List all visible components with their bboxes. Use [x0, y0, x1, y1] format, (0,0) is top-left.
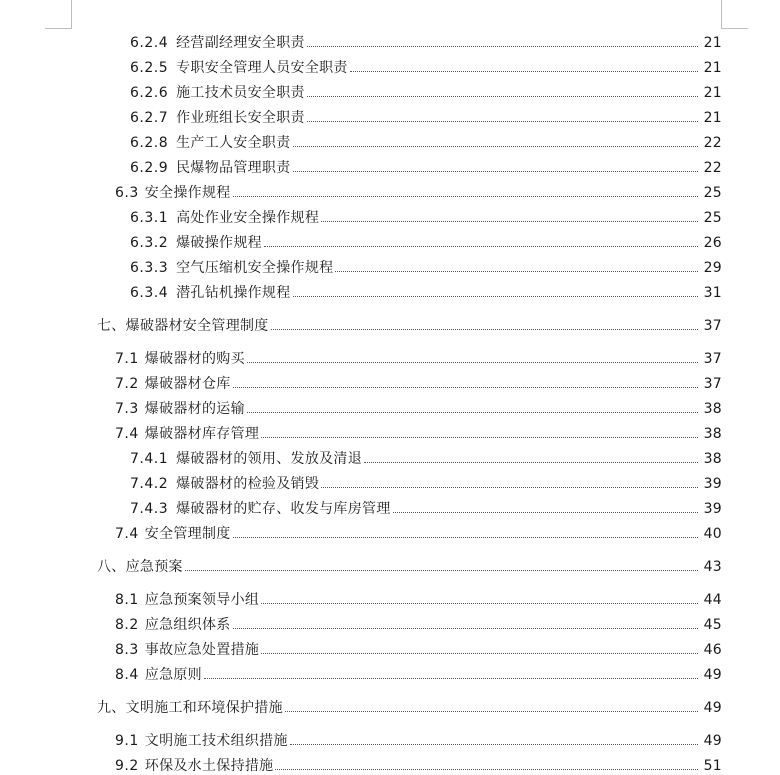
toc-entry-page: 38 — [703, 426, 722, 442]
toc-leader-dots — [261, 603, 698, 604]
toc-entry-page: 49 — [703, 733, 722, 749]
toc-entry-page: 37 — [703, 351, 722, 367]
toc-entry-page: 49 — [703, 700, 722, 716]
toc-entry[interactable] — [130, 446, 722, 468]
toc-leader-dots — [293, 146, 698, 147]
toc-leader-dots — [264, 246, 698, 247]
toc-leader-dots — [247, 412, 698, 413]
toc-entry-number: 6.2.9 — [130, 160, 169, 176]
toc-entry-title: 施工技术员安全职责 — [176, 85, 305, 101]
toc-entry-page: 21 — [703, 35, 722, 51]
toc-entry-title: 爆破器材的购买 — [144, 351, 245, 367]
toc-leader-dots — [185, 570, 698, 571]
toc-entry[interactable] — [130, 30, 722, 52]
toc-chapter-entry[interactable] — [97, 695, 722, 717]
toc-entry-number: 6.2.8 — [130, 135, 169, 151]
toc-leader-dots — [364, 462, 698, 463]
toc-entry-title: 文明施工技术组织措施 — [144, 733, 288, 749]
toc-leader-dots — [393, 512, 698, 513]
toc-leader-dots — [271, 329, 698, 330]
toc-entry-title: 事故应急处置措施 — [144, 642, 260, 658]
toc-entry-number: 6.2.7 — [130, 110, 169, 126]
toc-entry-page: 37 — [703, 376, 722, 392]
toc-entry[interactable] — [130, 255, 722, 277]
toc-entry-number: 8.4 — [115, 667, 139, 683]
toc-entry[interactable] — [130, 471, 722, 493]
toc-leader-dots — [233, 387, 698, 388]
toc-entry-number: 8.2 — [115, 617, 139, 633]
toc-entry-number: 7.4.2 — [130, 476, 169, 492]
toc-entry-number: 7.4.1 — [130, 451, 169, 467]
toc-entry-page: 37 — [703, 318, 722, 334]
toc-entry-page: 25 — [703, 210, 722, 226]
toc-entry-number: 7.3 — [115, 401, 139, 417]
toc-leader-dots — [204, 678, 698, 679]
toc-entry-page: 49 — [703, 667, 722, 683]
toc-entry[interactable] — [130, 105, 722, 127]
toc-entry-title: 生产工人安全职责 — [176, 135, 291, 151]
toc-entry-page: 21 — [703, 85, 722, 101]
toc-entry-title: 爆破器材的检验及销毁 — [176, 476, 320, 492]
toc-entry[interactable] — [115, 346, 722, 368]
toc-entry-title: 民爆物品管理职责 — [176, 160, 291, 176]
toc-entry-page: 39 — [703, 476, 722, 492]
toc-leader-dots — [261, 437, 698, 438]
toc-chapter-entry[interactable] — [97, 313, 722, 335]
toc-entry-number: 6.3.3 — [130, 260, 169, 276]
toc-entry[interactable] — [115, 587, 722, 609]
corner-crop-mark-top-right — [721, 0, 748, 29]
toc-entry-page: 31 — [703, 285, 722, 301]
toc-leader-dots — [293, 171, 698, 172]
toc-entry-page: 51 — [703, 758, 722, 774]
toc-entry[interactable] — [115, 662, 722, 684]
toc-leader-dots — [307, 46, 698, 47]
toc-entry-page: 25 — [703, 185, 722, 201]
toc-chapter-entry[interactable] — [97, 554, 722, 576]
toc-entry-page: 29 — [703, 260, 722, 276]
toc-entry[interactable] — [130, 155, 722, 177]
toc-entry[interactable] — [115, 753, 722, 775]
toc-entry[interactable] — [115, 421, 722, 443]
toc-entry[interactable] — [115, 371, 722, 393]
toc-entry-page: 26 — [703, 235, 722, 251]
toc-entry[interactable] — [130, 80, 722, 102]
toc-entry-title: 高处作业安全操作规程 — [176, 210, 320, 226]
toc-entry-number: 8.1 — [115, 592, 139, 608]
toc-entry-title: 安全操作规程 — [144, 185, 231, 201]
toc-entry-title: 爆破操作规程 — [176, 235, 262, 251]
toc-entry[interactable] — [130, 130, 722, 152]
toc-entry[interactable] — [130, 205, 722, 227]
toc-entry[interactable] — [130, 55, 722, 77]
toc-entry-page: 44 — [703, 592, 722, 608]
toc-entry-page: 40 — [703, 526, 722, 542]
toc-leader-dots — [335, 271, 698, 272]
toc-entry-number: 6.3.1 — [130, 210, 169, 226]
toc-entry-page: 21 — [703, 60, 722, 76]
toc-entry-title: 潜孔钻机操作规程 — [176, 285, 291, 301]
toc-entry-number: 8.3 — [115, 642, 139, 658]
toc-entry[interactable] — [115, 728, 722, 750]
toc-entry-title: 专职安全管理人员安全职责 — [176, 60, 348, 76]
toc-entry[interactable] — [130, 280, 722, 302]
toc-entry-number: 7.4 — [115, 526, 139, 542]
toc-entry-title: 爆破器材的领用、发放及清退 — [176, 451, 363, 467]
corner-crop-mark-top-left — [45, 0, 72, 29]
toc-entry-number: 9.1 — [115, 733, 139, 749]
toc-leader-dots — [261, 653, 698, 654]
toc-leader-dots — [321, 221, 698, 222]
toc-leader-dots — [275, 769, 698, 770]
toc-entry-page: 22 — [703, 160, 722, 176]
toc-entry-number: 6.2.6 — [130, 85, 169, 101]
toc-leader-dots — [321, 487, 698, 488]
toc-entry-number: 6.2.4 — [130, 35, 169, 51]
toc-entry-number: 7.4.3 — [130, 501, 169, 517]
toc-leader-dots — [247, 362, 698, 363]
toc-entry-title: 爆破器材仓库 — [144, 376, 231, 392]
toc-entry-number: 6.3 — [115, 185, 139, 201]
toc-entry-page: 45 — [703, 617, 722, 633]
toc-entry-page: 46 — [703, 642, 722, 658]
toc-entry-number: 6.2.5 — [130, 60, 169, 76]
toc-entry[interactable] — [130, 230, 722, 252]
toc-leader-dots — [293, 296, 698, 297]
toc-entry-title: 安全管理制度 — [144, 526, 231, 542]
toc-entry-page: 39 — [703, 501, 722, 517]
toc-leader-dots — [285, 711, 698, 712]
toc-entry-number: 7.1 — [115, 351, 139, 367]
toc-entry-title: 爆破器材的贮存、收发与库房管理 — [176, 501, 391, 517]
toc-entry-number: 7.4 — [115, 426, 139, 442]
toc-chapter-title: 八、应急预案 — [97, 559, 183, 575]
toc-entry-title: 经营副经理安全职责 — [176, 35, 305, 51]
toc-entry-page: 21 — [703, 110, 722, 126]
toc-entry[interactable] — [130, 496, 722, 518]
toc-entry-title: 爆破器材库存管理 — [144, 426, 260, 442]
toc-chapter-title: 七、爆破器材安全管理制度 — [97, 318, 269, 334]
toc-entry[interactable] — [115, 612, 722, 634]
toc-entry-number: 9.2 — [115, 758, 139, 774]
toc-entry-title: 应急组织体系 — [144, 617, 231, 633]
toc-leader-dots — [233, 537, 698, 538]
toc-entry-title: 环保及水土保持措施 — [144, 758, 274, 774]
toc-entry-title: 应急预案领导小组 — [144, 592, 260, 608]
toc-leader-dots — [233, 628, 698, 629]
toc-entry[interactable] — [115, 180, 722, 202]
toc-entry-page: 43 — [703, 559, 722, 575]
toc-entry[interactable] — [115, 637, 722, 659]
toc-leader-dots — [307, 96, 698, 97]
toc-entry-title: 空气压缩机安全操作规程 — [176, 260, 334, 276]
toc-leader-dots — [307, 121, 698, 122]
toc-chapter-title: 九、文明施工和环境保护措施 — [97, 700, 283, 716]
toc-leader-dots — [350, 71, 698, 72]
toc-entry-page: 38 — [703, 401, 722, 417]
toc-entry-title: 应急原则 — [144, 667, 202, 683]
toc-entry-number: 7.2 — [115, 376, 139, 392]
toc-entry[interactable] — [115, 396, 722, 418]
toc-entry-number: 6.3.2 — [130, 235, 169, 251]
toc-entry-page: 38 — [703, 451, 722, 467]
toc-leader-dots — [233, 196, 698, 197]
toc-entry-number: 6.3.4 — [130, 285, 169, 301]
toc-leader-dots — [290, 744, 698, 745]
toc-entry-title: 爆破器材的运输 — [144, 401, 245, 417]
toc-entry[interactable] — [115, 521, 722, 543]
toc-entry-title: 作业班组长安全职责 — [176, 110, 305, 126]
toc-entry-page: 22 — [703, 135, 722, 151]
